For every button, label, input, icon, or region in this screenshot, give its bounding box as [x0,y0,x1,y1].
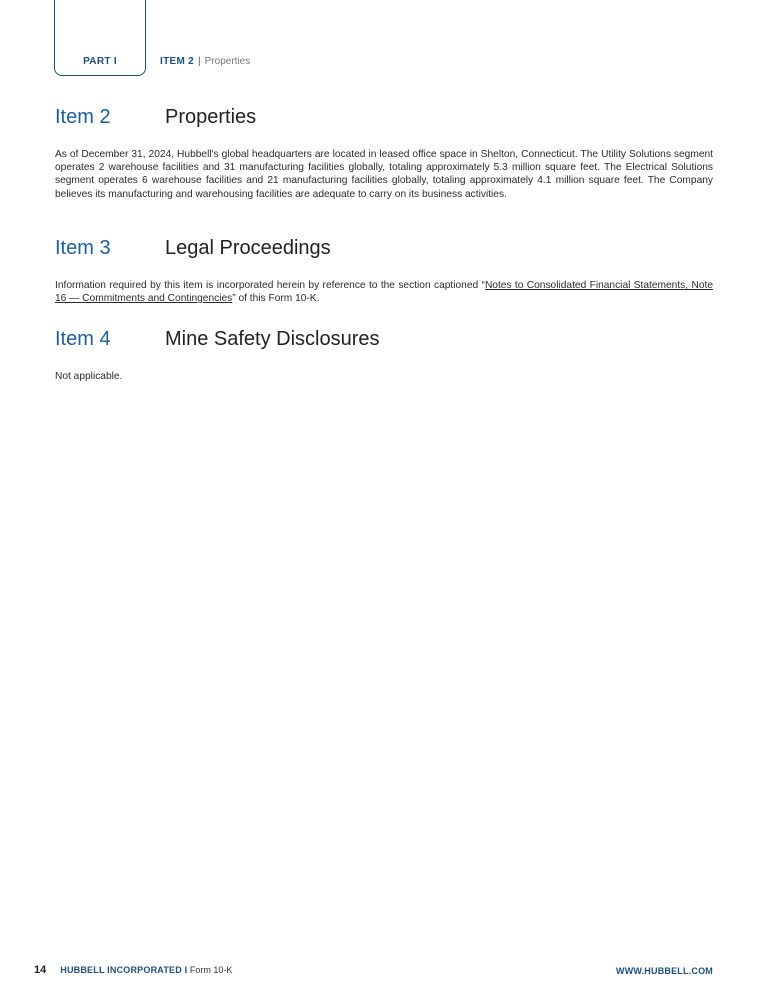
mine-safety-paragraph: Not applicable. [55,371,123,382]
website-link[interactable]: WWW.HUBBELL.COM [616,966,713,976]
part-tab [54,0,146,76]
breadcrumb-item: ITEM 2 [160,56,195,67]
section-item-3 [55,237,713,305]
section-item-4 [55,328,713,383]
item-title: Mine Safety Disclosures [165,328,380,350]
breadcrumb-separator: | [198,56,201,67]
page-number: 14 [34,964,47,976]
form-label: Form 10-K [189,965,233,975]
legal-text-after: ” of this Form 10-K. [232,293,320,305]
note-16-link[interactable]: Notes to Consolidated Financial Statements, Note 16 — Commitments and Contingencies [55,280,713,305]
item-number: Item 3 [55,237,111,259]
breadcrumb [160,56,250,67]
legal-text-before: Information required by this item is incorporated herein by reference to the section captioned “ [55,280,485,291]
item-title: Legal Proceedings [165,237,331,259]
section-item-2 [55,106,713,201]
properties-paragraph: As of December 31, 2024, Hubbell's global headquarters are located in leased office space in Shelton, Connecticut. The Utility Solutions segment operates 2 warehouse facilities and 31 manufacturing facilities globally, totaling approximately 5.3 million square feet. The Electrical Solutions segment operates 6 warehouse facilities and 21 manufacturing facilities globally, totaling approximately 4.1 million square feet. The Company believes its manufacturing and warehousing facilities are adequate to carry on its business activities. [55,149,713,200]
company-name: HUBBELL INCORPORATED I [60,965,188,975]
breadcrumb-subject: Properties [204,56,251,67]
section-heading [55,328,713,358]
item-number: Item 4 [55,328,111,350]
legal-paragraph [55,279,713,305]
item-title: Properties [165,106,257,128]
page-footer [34,964,713,976]
section-heading [55,237,713,267]
item-number: Item 2 [55,106,111,128]
part-label: PART I [83,56,117,67]
section-heading [55,106,713,136]
